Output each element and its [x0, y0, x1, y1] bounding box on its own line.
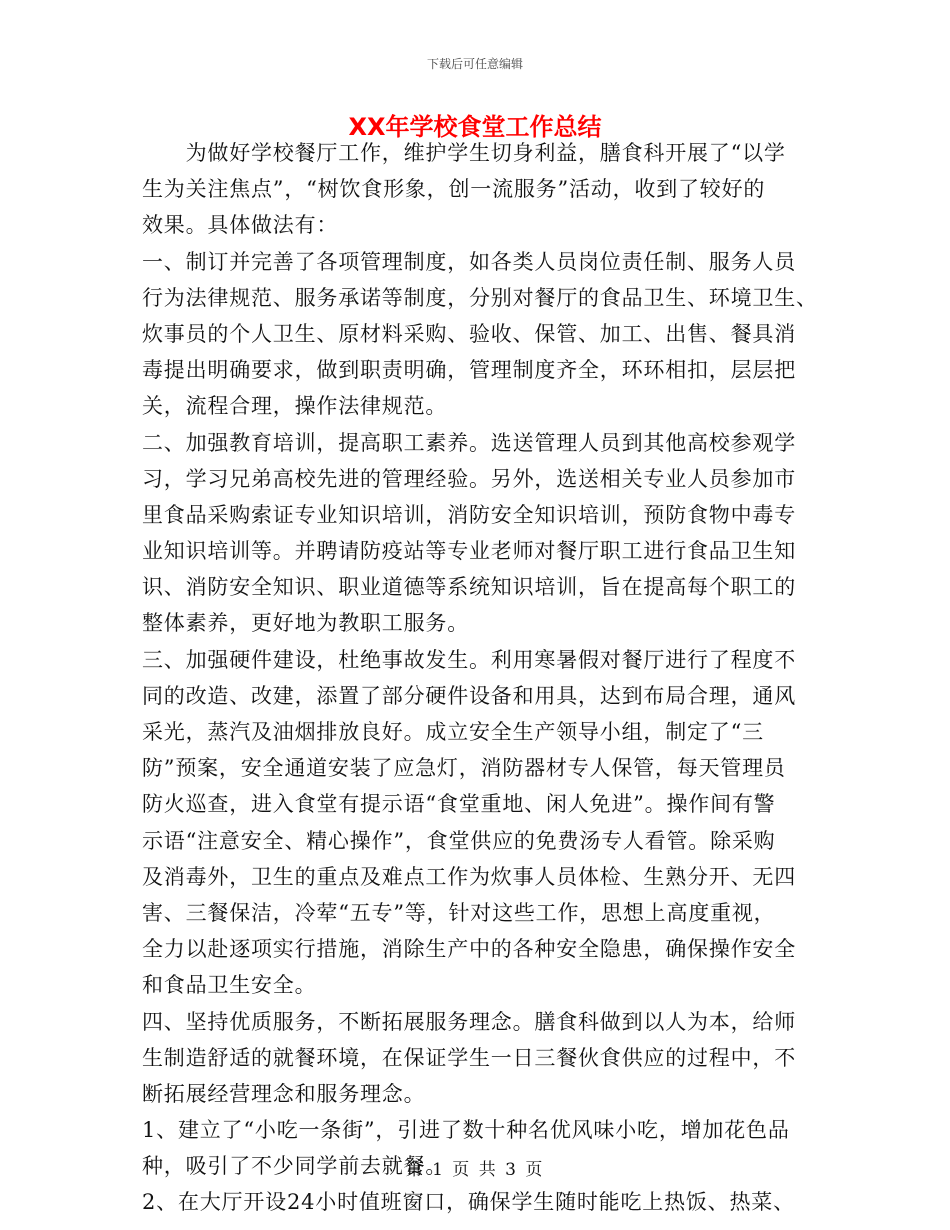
header-note: 下载后可任意编辑 [426, 57, 523, 71]
text-line: 同的改造、改建，添置了部分硬件设备和用具，达到布局合理，通风 [142, 683, 796, 708]
text-line: 断拓展经营理念和服务理念。 [142, 1081, 426, 1106]
text-line: 防火巡查，进入食堂有提示语“食堂重地、闲人免进”。操作间有警 [142, 792, 776, 817]
text-line: 生制造舒适的就餐环境，在保证学生一日三餐伙食供应的过程中，不 [142, 1045, 796, 1070]
text-line: 一、制订并完善了各项管理制度，如各类人员岗位责任制、服务人员 [142, 249, 796, 274]
page-footer: 第 1 页 共 3 页 [405, 1160, 545, 1180]
text-line: 全力以赴逐项实行措施，消除生产中的各种安全隐患，确保操作安全 [142, 937, 796, 962]
text-line: 为做好学校餐厅工作，维护学生切身利益，膳食科开展了“以学 [142, 141, 786, 165]
text-line: 业知识培训等。并聘请防疫站等专业老师对餐厅职工进行食品卫生知 [142, 539, 796, 564]
text-line: 毒提出明确要求，做到职责明确，管理制度齐全，环环相扣，层层把 [142, 358, 796, 383]
text-line: 识、消防安全知识、职业道德等系统知识培训，旨在提高每个职工的 [142, 575, 796, 600]
document-title: XX年学校食堂工作总结 [348, 113, 602, 141]
text-line: 示语“注意安全、精心操作”，食堂供应的免费汤专人看管。除采购 [142, 828, 776, 853]
text-line: 2、在大厅开设24小时值班窗口，确保学生随时能吃上热饭、热菜、 [142, 1190, 795, 1215]
text-line: 整体素养，更好地为教职工服务。 [142, 611, 469, 636]
text-line: 三、加强硬件建设，杜绝事故发生。利用寒暑假对餐厅进行了程度不 [142, 647, 796, 672]
text-line: 里食品采购索证专业知识培训，消防安全知识培训，预防食物中毒专 [142, 502, 796, 527]
text-line: 生为关注焦点”，“树饮食形象，创一流服务”活动，收到了较好的 [142, 177, 766, 202]
text-line: 1、建立了“小吃一条街”，引进了数十种名优风味小吃，增加花色品 [142, 1118, 790, 1143]
text-line: 关，流程合理，操作法律规范。 [142, 394, 448, 419]
text-line: 种，吸引了不少同学前去就餐。 [142, 1154, 448, 1179]
text-line: 二、加强教育培训，提高职工素养。选送管理人员到其他高校参观学 [142, 430, 796, 455]
text-line: 和食品卫生安全。 [142, 973, 317, 998]
document-body [142, 135, 818, 1221]
text-line: 防”预案，安全通道安装了应急灯，消防器材专人保管，每天管理员 [142, 756, 786, 781]
text-line: 炊事员的个人卫生、原材料采购、验收、保管、加工、出售、餐具消 [142, 321, 796, 346]
text-line: 效果。具体做法有： [142, 213, 339, 238]
text-line: 四、坚持优质服务，不断拓展服务理念。膳食科做到以人为本，给师 [142, 1009, 796, 1034]
text-line: 采光，蒸汽及油烟排放良好。成立安全生产领导小组，制定了“三 [142, 720, 764, 744]
text-line: 习，学习兄弟高校先进的管理经验。另外，选送相关专业人员参加市 [142, 466, 796, 491]
text-line: 行为法律规范、服务承诺等制度，分别对餐厅的食品卫生、环境卫生、 [142, 285, 818, 310]
text-line: 害、三餐保洁，冷荤“五专”等，针对这些工作，思想上高度重视， [142, 900, 776, 925]
text-line: 及消毒外，卫生的重点及难点工作为炊事人员体检、生熟分开、无四 [142, 864, 796, 889]
